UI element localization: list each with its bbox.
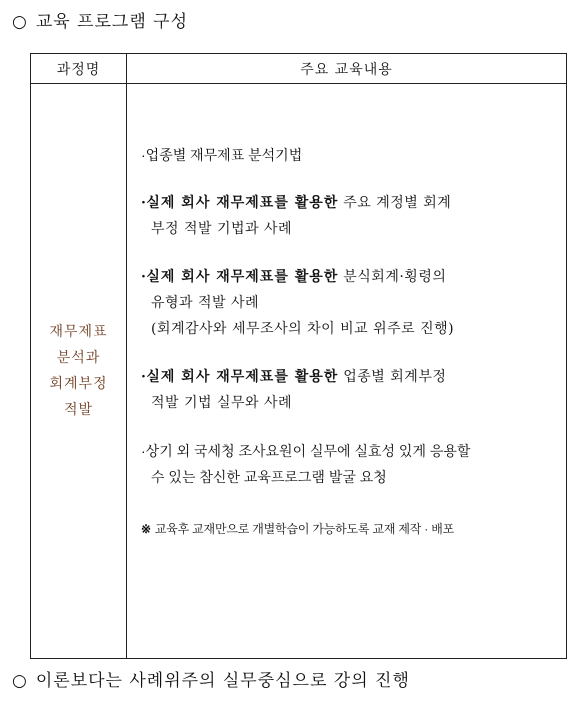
content-item <box>141 438 556 490</box>
course-line: 적발 <box>63 402 94 418</box>
header-main-content: 주요 교육내용 <box>127 54 567 84</box>
content-item <box>141 364 556 416</box>
footer-note <box>12 669 410 693</box>
item-text: 업종별 회계부정 <box>338 369 447 385</box>
circle-bullet-icon: ○ <box>12 671 28 691</box>
header-course-name: 과정명 <box>31 54 127 84</box>
dot-bullet-icon: · <box>141 443 146 459</box>
dot-bullet-icon: · <box>141 147 146 163</box>
item-line2: 부정 적발 기법과 사례 <box>151 221 293 237</box>
item-bold-text: 실제 회사 재무제표를 활용한 <box>146 369 339 385</box>
content-item <box>141 142 556 168</box>
item-bold-text: 실제 회사 재무제표를 활용한 <box>146 195 339 211</box>
section-heading <box>12 10 188 34</box>
table-row <box>31 84 567 659</box>
table-header-row <box>31 54 567 84</box>
dot-bullet-icon: · <box>141 369 147 385</box>
item-text: 분식회계·횡령의 <box>338 269 447 285</box>
content-cell <box>127 84 567 659</box>
course-line: 분석과 <box>56 350 101 366</box>
item-line3: (회계감사와 세무조사의 차이 비교 위주로 진행) <box>151 321 455 337</box>
course-line: 회계부정 <box>49 376 108 392</box>
course-line: 재무제표 <box>49 324 108 340</box>
section-heading-text: 교육 프로그램 구성 <box>35 12 189 32</box>
item-text: 상기 외 국세청 조사요원이 실무에 실효성 있게 응용할 <box>145 443 471 459</box>
item-text: 업종별 재무제표 분석기법 <box>145 147 303 163</box>
content-item <box>141 190 556 242</box>
item-line2: 유형과 적발 사례 <box>151 295 260 311</box>
reference-mark-icon: ※ <box>141 522 151 536</box>
course-name-cell <box>31 84 127 659</box>
footer-text: 이론보다는 사례위주의 실무중심으로 강의 진행 <box>35 671 410 691</box>
dot-bullet-icon: · <box>141 269 147 285</box>
circle-bullet-icon: ○ <box>12 12 28 32</box>
note-text: 교육후 교재만으로 개별학습이 가능하도록 교재 제작 · 배포 <box>154 522 455 536</box>
program-table <box>30 53 567 659</box>
item-text: 주요 계정별 회계 <box>338 195 452 211</box>
content-item <box>141 264 556 342</box>
item-line2: 수 있는 참신한 교육프로그램 발굴 요청 <box>151 469 387 485</box>
item-line2: 적발 기법 실무와 사례 <box>151 395 293 411</box>
item-bold-text: 실제 회사 재무제표를 활용한 <box>146 269 339 285</box>
note <box>141 520 556 537</box>
dot-bullet-icon: · <box>141 195 147 211</box>
